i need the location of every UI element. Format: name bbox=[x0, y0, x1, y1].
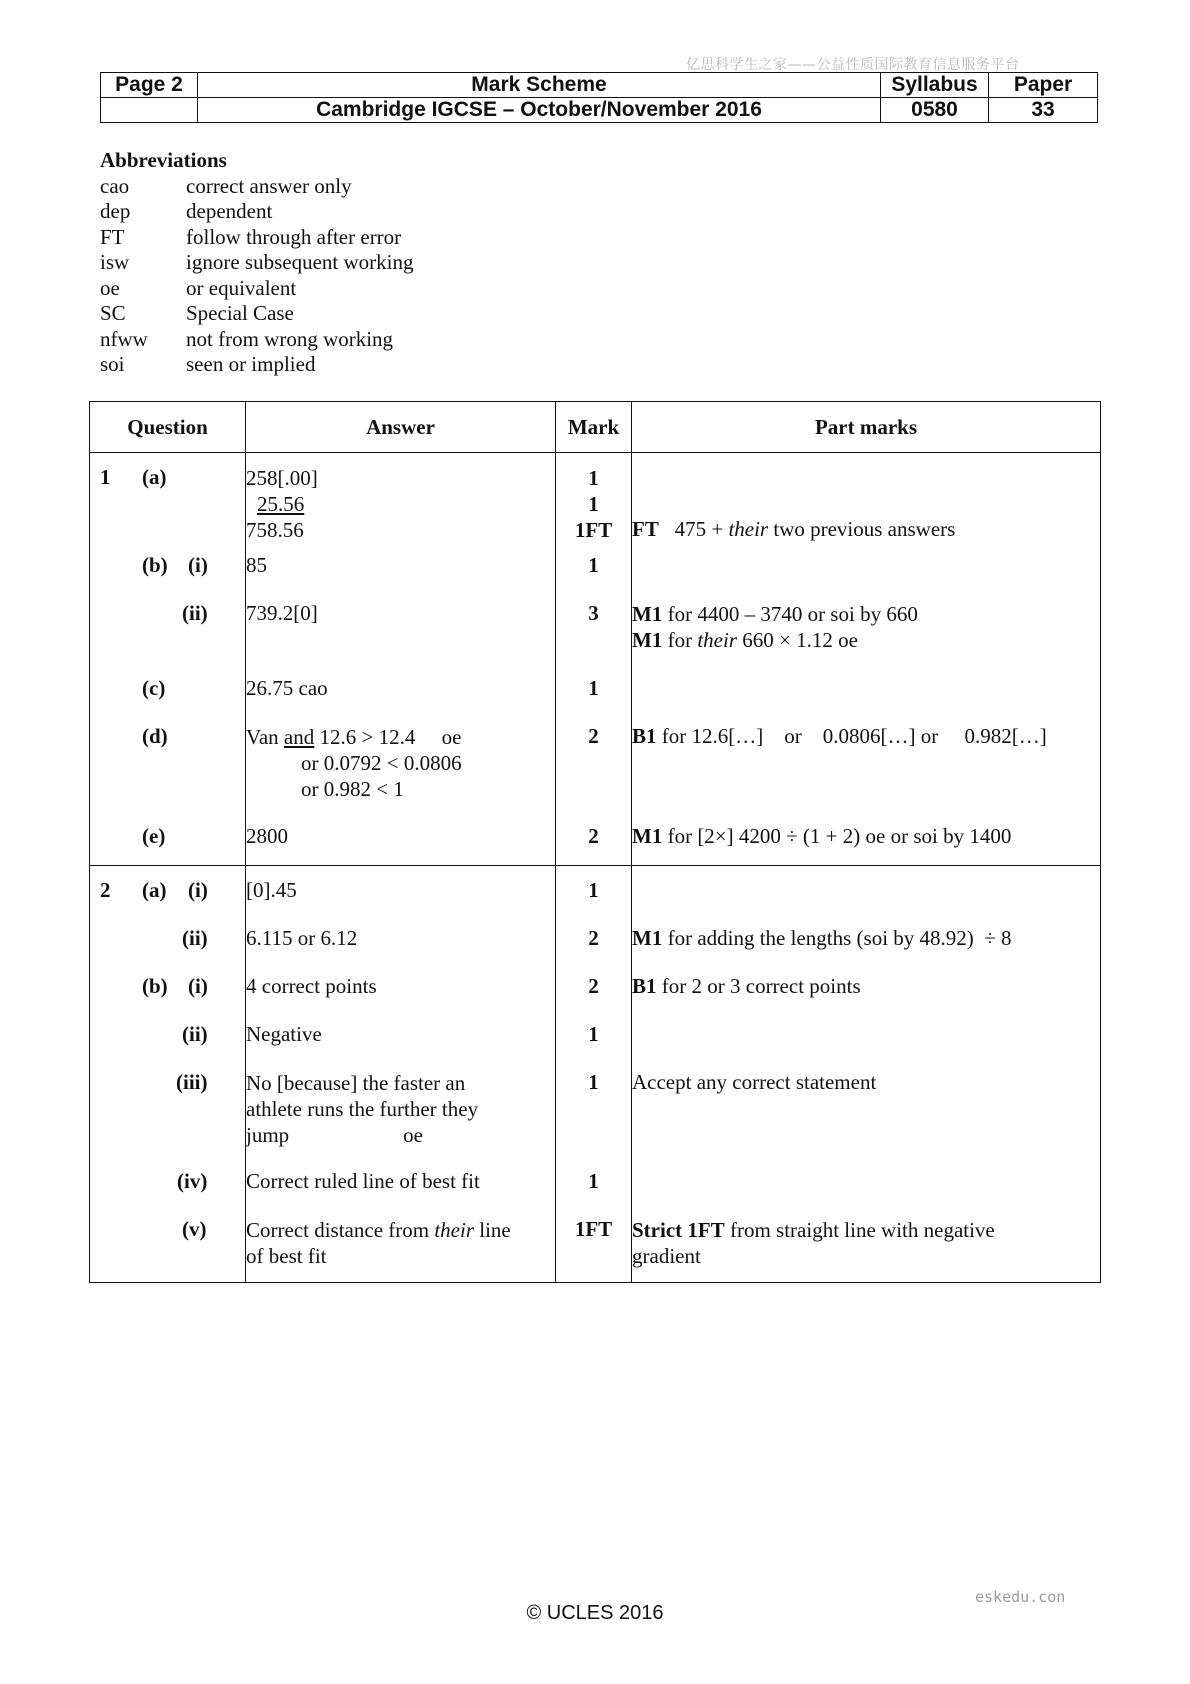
mark-cell: 3 bbox=[556, 601, 632, 676]
part-mark-text: 475 + bbox=[674, 517, 729, 541]
answer-cell: 739.2[0] bbox=[246, 601, 556, 676]
abbreviations bbox=[100, 148, 413, 378]
part-mark-code: B1 bbox=[632, 973, 657, 998]
answer-cell: 4 correct points bbox=[246, 974, 556, 1022]
abbreviation-meaning: ignore subsequent working bbox=[186, 250, 414, 274]
part-mark-text: gradient bbox=[632, 1243, 701, 1268]
abbreviation-item bbox=[100, 352, 413, 378]
abbreviation-meaning: Special Case bbox=[186, 301, 294, 325]
answer-line: 25.56 bbox=[257, 492, 305, 516]
answer-cell: 2800 bbox=[246, 824, 556, 866]
answer-line: 258[.00] bbox=[246, 466, 318, 490]
part-mark-code: M1 bbox=[632, 601, 663, 626]
table-row bbox=[90, 1070, 1101, 1169]
answer-cell: 26.75 cao bbox=[246, 676, 556, 724]
question-cell bbox=[90, 676, 246, 724]
question-part: (d) bbox=[142, 723, 168, 748]
answer-cell: Correct ruled line of best fit bbox=[246, 1169, 556, 1217]
question-number: 2 bbox=[100, 878, 111, 902]
mark-cell: 1 bbox=[556, 676, 632, 724]
answer-cell: [0].45 bbox=[246, 866, 556, 926]
answer-cell bbox=[246, 1217, 556, 1283]
header-syllabus: 0580 bbox=[881, 98, 989, 123]
question-subpart: (v) bbox=[182, 1216, 207, 1241]
answer-line: 758.56 bbox=[246, 518, 304, 542]
table-row bbox=[90, 974, 1101, 1022]
part-mark-code: B1 bbox=[632, 723, 657, 748]
part-mark-text: for [2×] 4200 ÷ (1 + 2) oe or soi by 1400 bbox=[662, 823, 1012, 848]
answer-underlined: and bbox=[283, 724, 315, 749]
question-subpart: (ii) bbox=[182, 925, 208, 950]
answer-cell bbox=[246, 1070, 556, 1169]
abbreviation-item bbox=[100, 327, 413, 353]
part-mark-text: for 12.6[…] or 0.0806[…] or 0.982[…] bbox=[656, 723, 1047, 748]
answer-line: athlete runs the further they bbox=[246, 1096, 479, 1121]
question-part: (a) bbox=[142, 465, 167, 489]
abbreviation-code: FT bbox=[100, 224, 125, 249]
part-marks-cell bbox=[632, 676, 1101, 724]
part-marks-cell bbox=[632, 926, 1101, 974]
question-part: (a) bbox=[142, 878, 167, 902]
mark-cell bbox=[556, 453, 632, 553]
part-marks-cell bbox=[632, 601, 1101, 676]
part-mark-italic: their bbox=[697, 627, 737, 652]
mark-cell: 2 bbox=[556, 926, 632, 974]
mark-value: 1 bbox=[588, 466, 599, 490]
answer-cell: 6.115 or 6.12 bbox=[246, 926, 556, 974]
part-marks-cell bbox=[632, 453, 1101, 553]
header-table bbox=[100, 72, 1098, 123]
question-part: (e) bbox=[142, 823, 166, 848]
answer-text: jump bbox=[246, 1122, 290, 1147]
abbreviation-code: cao bbox=[100, 173, 130, 198]
question-cell bbox=[90, 1217, 246, 1283]
abbreviation-item bbox=[100, 174, 413, 200]
part-mark-code: M1 bbox=[632, 925, 663, 950]
question-number: 1 bbox=[100, 465, 111, 489]
abbreviation-item bbox=[100, 199, 413, 225]
table-row bbox=[90, 676, 1101, 724]
part-mark-text: for 2 or 3 correct points bbox=[656, 973, 861, 998]
question-cell bbox=[90, 601, 246, 676]
question-subpart: (ii) bbox=[182, 600, 208, 625]
question-part: (b) bbox=[142, 552, 168, 577]
part-marks-cell bbox=[632, 974, 1101, 1022]
mark-scheme-table bbox=[89, 401, 1101, 1283]
abbreviation-code: oe bbox=[100, 275, 120, 300]
table-row bbox=[90, 824, 1101, 866]
part-mark-text: 660 × 1.12 oe bbox=[737, 627, 858, 652]
header-empty-cell bbox=[101, 98, 198, 123]
header-page: Page 2 bbox=[101, 73, 198, 98]
abbreviations-title: Abbreviations bbox=[100, 148, 227, 172]
answer-line: of best fit bbox=[246, 1243, 327, 1268]
answer-italic: their bbox=[434, 1217, 475, 1242]
abbreviation-code: soi bbox=[100, 352, 125, 376]
header-paper: 33 bbox=[989, 98, 1098, 123]
answer-line: No [because] the faster an bbox=[246, 1070, 466, 1095]
table-row bbox=[90, 1022, 1101, 1070]
answer-cell bbox=[246, 724, 556, 824]
part-mark-text: for adding the lengths (soi by 48.92) ÷ 8 bbox=[662, 925, 1012, 950]
part-mark-text: from straight line with negative bbox=[724, 1217, 995, 1242]
question-cell bbox=[90, 724, 246, 824]
part-mark-code: M1 bbox=[632, 627, 663, 652]
abbreviation-meaning: dependent bbox=[186, 199, 273, 223]
answer-cell: 85 bbox=[246, 553, 556, 601]
part-mark-text: for bbox=[662, 627, 698, 652]
part-mark-code: Strict 1FT bbox=[632, 1217, 725, 1242]
table-row bbox=[90, 453, 1101, 553]
part-marks-cell: Accept any correct statement bbox=[632, 1070, 1101, 1169]
answer-text: Correct distance from bbox=[246, 1217, 435, 1242]
part-mark-text: two previous answers bbox=[768, 517, 956, 541]
abbreviation-item bbox=[100, 276, 413, 302]
header-syllabus-label: Syllabus bbox=[881, 73, 989, 98]
answer-text: Van bbox=[246, 724, 284, 749]
part-marks-cell bbox=[632, 866, 1101, 926]
part-marks-cell bbox=[632, 553, 1101, 601]
answer-cell: Negative bbox=[246, 1022, 556, 1070]
mark-cell: 1 bbox=[556, 1070, 632, 1169]
question-cell bbox=[90, 453, 246, 553]
abbreviation-code: SC bbox=[100, 301, 126, 325]
question-subpart: (i) bbox=[188, 973, 208, 998]
question-part: (b) bbox=[142, 973, 168, 998]
question-subpart: (i) bbox=[188, 552, 208, 577]
abbreviation-code: isw bbox=[100, 250, 130, 274]
question-cell bbox=[90, 866, 246, 926]
header-subtitle: Cambridge IGCSE – October/November 2016 bbox=[198, 98, 881, 123]
answer-text: 12.6 > 12.4 oe bbox=[314, 724, 462, 749]
header-mark: Mark bbox=[556, 402, 632, 453]
question-subpart: (ii) bbox=[182, 1021, 208, 1046]
mark-value: 1 bbox=[588, 492, 599, 516]
table-row bbox=[90, 866, 1101, 926]
abbreviation-code: dep bbox=[100, 199, 131, 223]
header-answer: Answer bbox=[246, 402, 556, 453]
answer-line: or 0.982 < 1 bbox=[301, 776, 404, 801]
answer-line: or 0.0792 < 0.0806 bbox=[301, 750, 462, 775]
question-cell bbox=[90, 974, 246, 1022]
header-title: Mark Scheme bbox=[198, 73, 881, 98]
table-row bbox=[90, 601, 1101, 676]
question-cell bbox=[90, 1169, 246, 1217]
table-row bbox=[90, 553, 1101, 601]
watermark-bottom: eskedu.con bbox=[975, 1588, 1066, 1606]
table-row bbox=[90, 926, 1101, 974]
abbreviation-item bbox=[100, 225, 413, 251]
answer-cell bbox=[246, 453, 556, 553]
question-subpart: (i) bbox=[188, 878, 208, 902]
mark-value: 1FT bbox=[574, 518, 613, 542]
question-subpart: (iv) bbox=[177, 1168, 208, 1193]
question-part: (c) bbox=[142, 675, 166, 700]
answer-text: oe bbox=[403, 1122, 423, 1147]
part-marks-cell bbox=[632, 1022, 1101, 1070]
abbreviation-item bbox=[100, 250, 413, 276]
abbreviation-meaning: not from wrong working bbox=[186, 326, 394, 351]
mark-cell: 2 bbox=[556, 824, 632, 866]
table-row bbox=[90, 1217, 1101, 1283]
part-mark-code: FT bbox=[632, 517, 659, 541]
question-cell bbox=[90, 824, 246, 866]
watermark-top: 亿思科学生之家——公益性质国际教育信息服务平台 bbox=[686, 57, 1020, 73]
abbreviation-meaning: seen or implied bbox=[186, 352, 316, 376]
table-row bbox=[90, 724, 1101, 824]
abbreviation-meaning: correct answer only bbox=[186, 173, 352, 198]
table-row bbox=[90, 1169, 1101, 1217]
mark-cell: 1FT bbox=[556, 1217, 632, 1283]
part-marks-cell bbox=[632, 1217, 1101, 1283]
abbreviation-code: nfww bbox=[100, 326, 148, 351]
mark-cell: 2 bbox=[556, 974, 632, 1022]
part-marks-cell bbox=[632, 1169, 1101, 1217]
part-mark-text: for 4400 – 3740 or soi by 660 bbox=[662, 601, 918, 626]
part-mark-italic: their bbox=[728, 517, 769, 541]
header-part-marks: Part marks bbox=[632, 402, 1101, 453]
mark-cell: 2 bbox=[556, 724, 632, 824]
question-cell bbox=[90, 1070, 246, 1169]
mark-cell: 1 bbox=[556, 553, 632, 601]
footer-copyright: © UCLES 2016 bbox=[526, 1602, 664, 1624]
part-mark-code: M1 bbox=[632, 823, 663, 848]
abbreviation-meaning: or equivalent bbox=[186, 275, 297, 300]
question-cell bbox=[90, 553, 246, 601]
mark-cell: 1 bbox=[556, 1169, 632, 1217]
question-cell bbox=[90, 1022, 246, 1070]
abbreviation-item bbox=[100, 301, 413, 327]
question-cell bbox=[90, 926, 246, 974]
mark-cell: 1 bbox=[556, 866, 632, 926]
part-marks-cell bbox=[632, 724, 1101, 824]
mark-cell: 1 bbox=[556, 1022, 632, 1070]
abbreviation-meaning: follow through after error bbox=[186, 224, 402, 249]
header-question: Question bbox=[90, 402, 246, 453]
question-subpart: (iii) bbox=[176, 1069, 208, 1094]
answer-text: line bbox=[474, 1217, 511, 1242]
header-paper-label: Paper bbox=[989, 73, 1098, 98]
part-marks-cell bbox=[632, 824, 1101, 866]
